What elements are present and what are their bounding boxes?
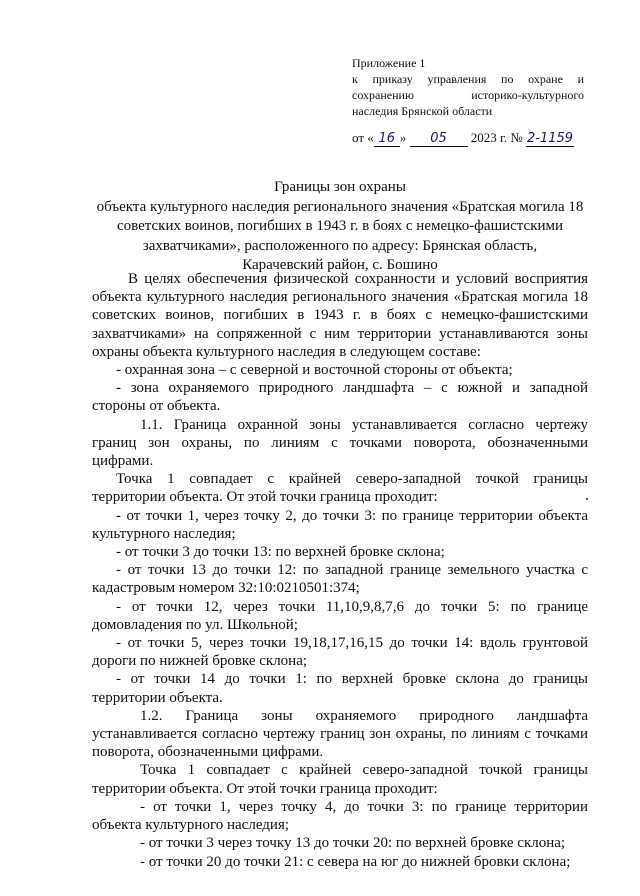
order-date-prefix: от «: [352, 130, 374, 145]
paragraph-list-item: - от точки 3 через точку 13 до точки 20: по верхней бровке склона;: [140, 835, 566, 852]
document-title: [80, 178, 600, 276]
appendix-header: [352, 55, 584, 119]
paragraph-list-item: - от точки 14 до точки 1: по верхней бровке склона до границы территории объекта.: [92, 671, 588, 706]
paragraph-point-1: Точка 1 совпадает с крайней северо-западной точкой границы территории объекта. От этой точки граница проходит:: [92, 471, 588, 506]
paragraph-list-item: - от точки 20 до точки 21: с севера на юг до нижней бровки склона;: [140, 853, 571, 870]
document-body: [92, 270, 588, 871]
title-line: объекта культурного наследия регионального значения «Братская могила 18: [96, 198, 584, 215]
paragraph-list-item: - охранная зона – с северной и восточной стороны от объекта;: [116, 362, 513, 379]
paragraph-list-item: - от точки 12, через точки 11,10,9,8,7,6 до точки 5: по границе домовладения по ул. Школьной;: [92, 598, 588, 633]
order-date-quote: »: [399, 130, 407, 145]
title-line: захватчиками», расположенного по адресу: Брянская область,: [142, 237, 538, 254]
order-year-label: 2023 г. №: [470, 130, 523, 145]
order-month-handwritten: 05: [410, 131, 468, 147]
order-day-handwritten: 16: [374, 131, 400, 147]
order-number-handwritten: 2-1159: [527, 131, 574, 146]
paragraph-intro: В целях обеспечения физической сохранности и условий восприятия объекта культурного наследия регионального значения «Братская могила 18 советских воинов, погибших в 1943 г. в боях с немецко-фашистскими захватчиками» на сопряженной с ним территории устанавливаются зоны охраны объекта культурного наследия в следующем составе:: [92, 271, 588, 360]
appendix-order-reference: к приказу управления по охране и сохранению историко-культурного: [352, 72, 584, 102]
title-line: советских воинов, погибших в 1943 г. в боях с немецко-фашистскими: [116, 218, 564, 234]
paragraph-section-1-1: 1.1. Граница охранной зоны устанавливается согласно чертежу границ зон охраны, по линиям с точками поворота, обозначенными цифрами.: [92, 416, 588, 470]
paragraph-list-item: - от точки 13 до точки 12: по западной границе земельного участка с кадастровым номером 32:10:0210501:374;: [92, 562, 588, 597]
title-line: Карачевский район, с. Бошино: [242, 257, 438, 273]
scan-speck: [586, 498, 588, 500]
paragraph-section-1-2: 1.2. Граница зоны охраняемого природного ландшафта устанавливается согласно чертежу границ зон охраны, по линиям с точками поворота, обозначенными цифрами.: [92, 707, 588, 761]
paragraph-list-item: - зона охраняемого природного ландшафта – с южной и западной стороны от объекта.: [92, 380, 588, 415]
paragraph-list-item: - от точки 5, через точки 19,18,17,16,15 до точки 14: вдоль грунтовой дороги по нижней бровке склона;: [92, 635, 588, 670]
title-line: Границы зон охраны: [274, 179, 406, 195]
paragraph-list-item: - от точки 1, через точку 2, до точки 3: по границе территории объекта культурного наследия;: [92, 507, 588, 542]
appendix-department: наследия Брянской области: [352, 104, 493, 118]
paragraph-point-1: Точка 1 совпадает с крайней северо-западной точкой границы территории объекта. От этой точки граница проходит:: [92, 762, 588, 797]
appendix-title: Приложение 1: [352, 56, 426, 70]
order-date-number-line: [352, 130, 574, 147]
paragraph-list-item: - от точки 3 до точки 13: по верхней бровке склона;: [116, 544, 445, 561]
paragraph-list-item: - от точки 1, через точку 4, до точки 3: по границе территории объекта культурного наследия;: [92, 798, 588, 834]
